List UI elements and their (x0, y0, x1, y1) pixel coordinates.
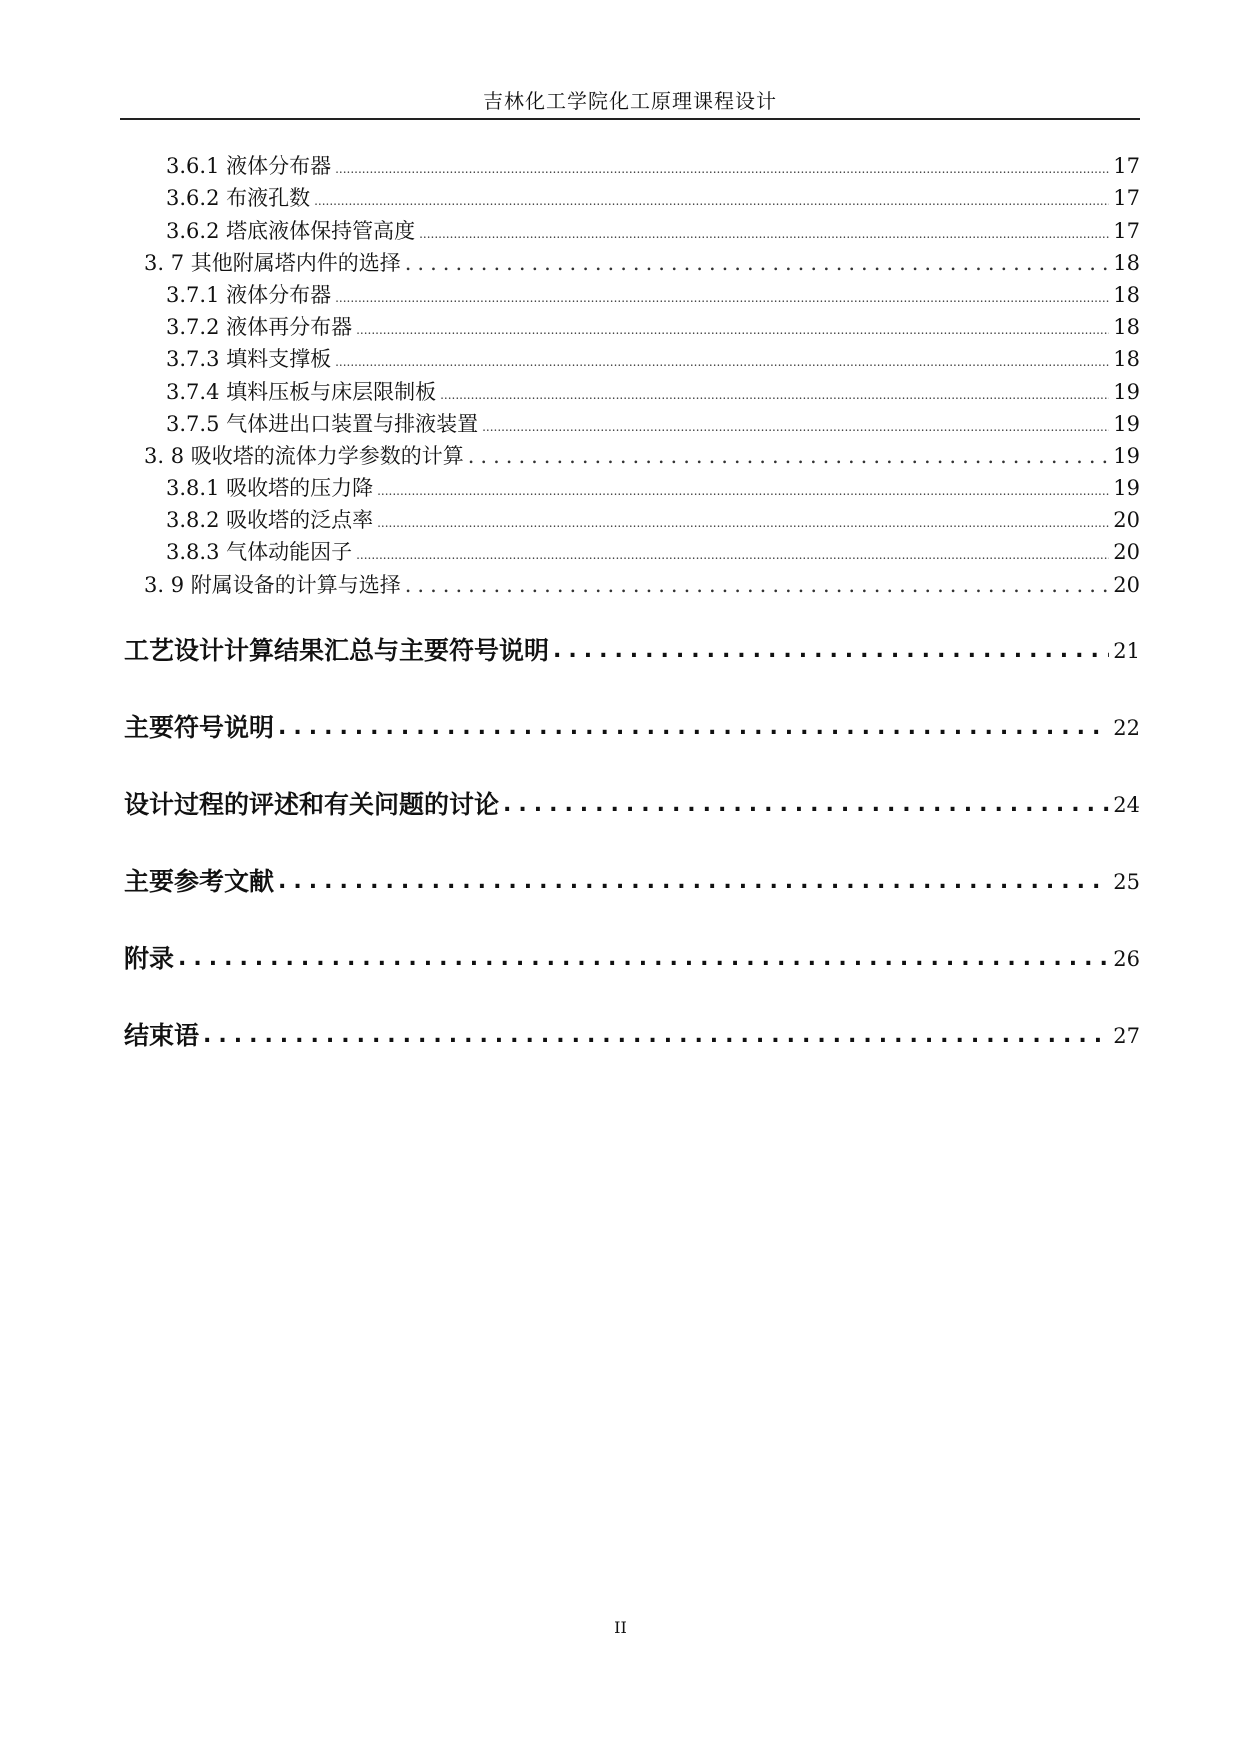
toc-entry-page: 20 (1113, 572, 1140, 597)
toc-leader-dots (503, 790, 1109, 820)
toc-entry-page: 17 (1113, 186, 1140, 211)
toc-leader-dots (335, 285, 1109, 311)
toc-leader-dots (356, 317, 1109, 343)
toc-leader-dots (440, 382, 1109, 408)
toc-entry-page: 17 (1113, 154, 1140, 179)
toc-leader-dots (314, 188, 1109, 214)
toc-entry-label: 3. 8 吸收塔的流体力学参数的计算 (144, 443, 464, 468)
toc-leader-dots (377, 478, 1109, 504)
header-title: 吉林化工学院化工原理课程设计 (483, 89, 777, 113)
table-of-contents (120, 150, 1140, 1075)
toc-chapter-entry[interactable] (120, 690, 1140, 767)
toc-entry[interactable] (120, 472, 1140, 504)
toc-entry-label: 3.8.1 吸收塔的压力降 (166, 476, 374, 501)
toc-leader-dots (482, 414, 1109, 440)
toc-entry-page: 22 (1113, 716, 1140, 741)
toc-entry-label: 3.8.2 吸收塔的泛点率 (166, 508, 374, 533)
toc-entry-page: 18 (1113, 250, 1140, 275)
toc-entry-page: 24 (1113, 793, 1140, 818)
toc-entry-page: 18 (1113, 315, 1140, 340)
toc-chapter-entry[interactable] (120, 998, 1140, 1075)
toc-entry-label: 主要参考文献 (124, 867, 275, 897)
toc-entry-label: 3.7.4 填料压板与床层限制板 (166, 379, 437, 404)
toc-entry[interactable] (120, 343, 1140, 375)
toc-leader-dots (553, 636, 1109, 666)
toc-leader-dots (405, 247, 1110, 279)
toc-entry-page: 19 (1113, 411, 1140, 436)
toc-entry-page: 19 (1113, 443, 1140, 468)
toc-entry-label: 3.7.3 填料支撑板 (166, 347, 332, 372)
toc-entry[interactable] (120, 375, 1140, 407)
toc-leader-dots (278, 867, 1109, 897)
toc-entry-label: 3. 9 附属设备的计算与选择 (144, 572, 401, 597)
toc-entry[interactable] (120, 182, 1140, 214)
toc-entry-label: 3.7.1 液体分布器 (166, 282, 332, 307)
toc-entry[interactable] (120, 408, 1140, 440)
toc-chapter-entry[interactable] (120, 921, 1140, 998)
toc-entry-page: 19 (1113, 379, 1140, 404)
toc-entry-label: 3.6.1 液体分布器 (166, 154, 332, 179)
toc-entry-page: 17 (1113, 218, 1140, 243)
toc-entry[interactable] (120, 279, 1140, 311)
toc-leader-dots (468, 440, 1110, 472)
toc-entry-label: 3.7.2 液体再分布器 (166, 315, 353, 340)
toc-entry-page: 25 (1113, 870, 1140, 895)
toc-entry-label: 3. 7 其他附属塔内件的选择 (144, 250, 401, 275)
toc-leader-dots (335, 349, 1109, 375)
toc-entry-label: 3.6.2 布液孔数 (166, 186, 311, 211)
toc-chapter-entry[interactable] (120, 844, 1140, 921)
toc-entry[interactable] (120, 568, 1140, 600)
toc-entry[interactable] (120, 247, 1140, 279)
toc-entry-label: 3.6.2 塔底液体保持管高度 (166, 218, 416, 243)
toc-leader-dots (203, 1021, 1109, 1051)
toc-leader-dots (377, 510, 1109, 536)
toc-leader-dots (278, 713, 1109, 743)
toc-entry-label: 工艺设计计算结果汇总与主要符号说明 (124, 636, 550, 666)
toc-entry[interactable] (120, 150, 1140, 182)
toc-entry-page: 26 (1113, 947, 1140, 972)
running-header (120, 84, 1140, 120)
toc-entry[interactable] (120, 311, 1140, 343)
toc-leader-dots (405, 569, 1110, 601)
toc-entry-label: 结束语 (124, 1021, 200, 1051)
toc-entry-page: 21 (1113, 639, 1140, 664)
toc-entry-label: 设计过程的评述和有关问题的讨论 (124, 790, 500, 820)
page-number: II (614, 1618, 627, 1637)
toc-entry-label: 3.8.3 气体动能因子 (166, 540, 353, 565)
toc-leader-dots (178, 944, 1109, 974)
toc-chapter-entry[interactable] (120, 767, 1140, 844)
toc-entry-label: 3.7.5 气体进出口装置与排液装置 (166, 411, 479, 436)
toc-entry[interactable] (120, 536, 1140, 568)
toc-entry-page: 27 (1113, 1024, 1140, 1049)
toc-chapter-entry[interactable] (120, 613, 1140, 690)
toc-entry-page: 18 (1113, 282, 1140, 307)
toc-entry-page: 20 (1113, 540, 1140, 565)
toc-entry-label: 主要符号说明 (124, 713, 275, 743)
toc-entry[interactable] (120, 504, 1140, 536)
toc-leader-dots (356, 542, 1109, 568)
page-footer (0, 1618, 1241, 1637)
toc-entry[interactable] (120, 214, 1140, 246)
toc-entry-page: 20 (1113, 508, 1140, 533)
toc-leader-dots (419, 221, 1109, 247)
toc-entry-page: 19 (1113, 476, 1140, 501)
toc-leader-dots (335, 156, 1109, 182)
toc-entry-label: 附录 (124, 944, 175, 974)
toc-entry-page: 18 (1113, 347, 1140, 372)
toc-entry[interactable] (120, 440, 1140, 472)
